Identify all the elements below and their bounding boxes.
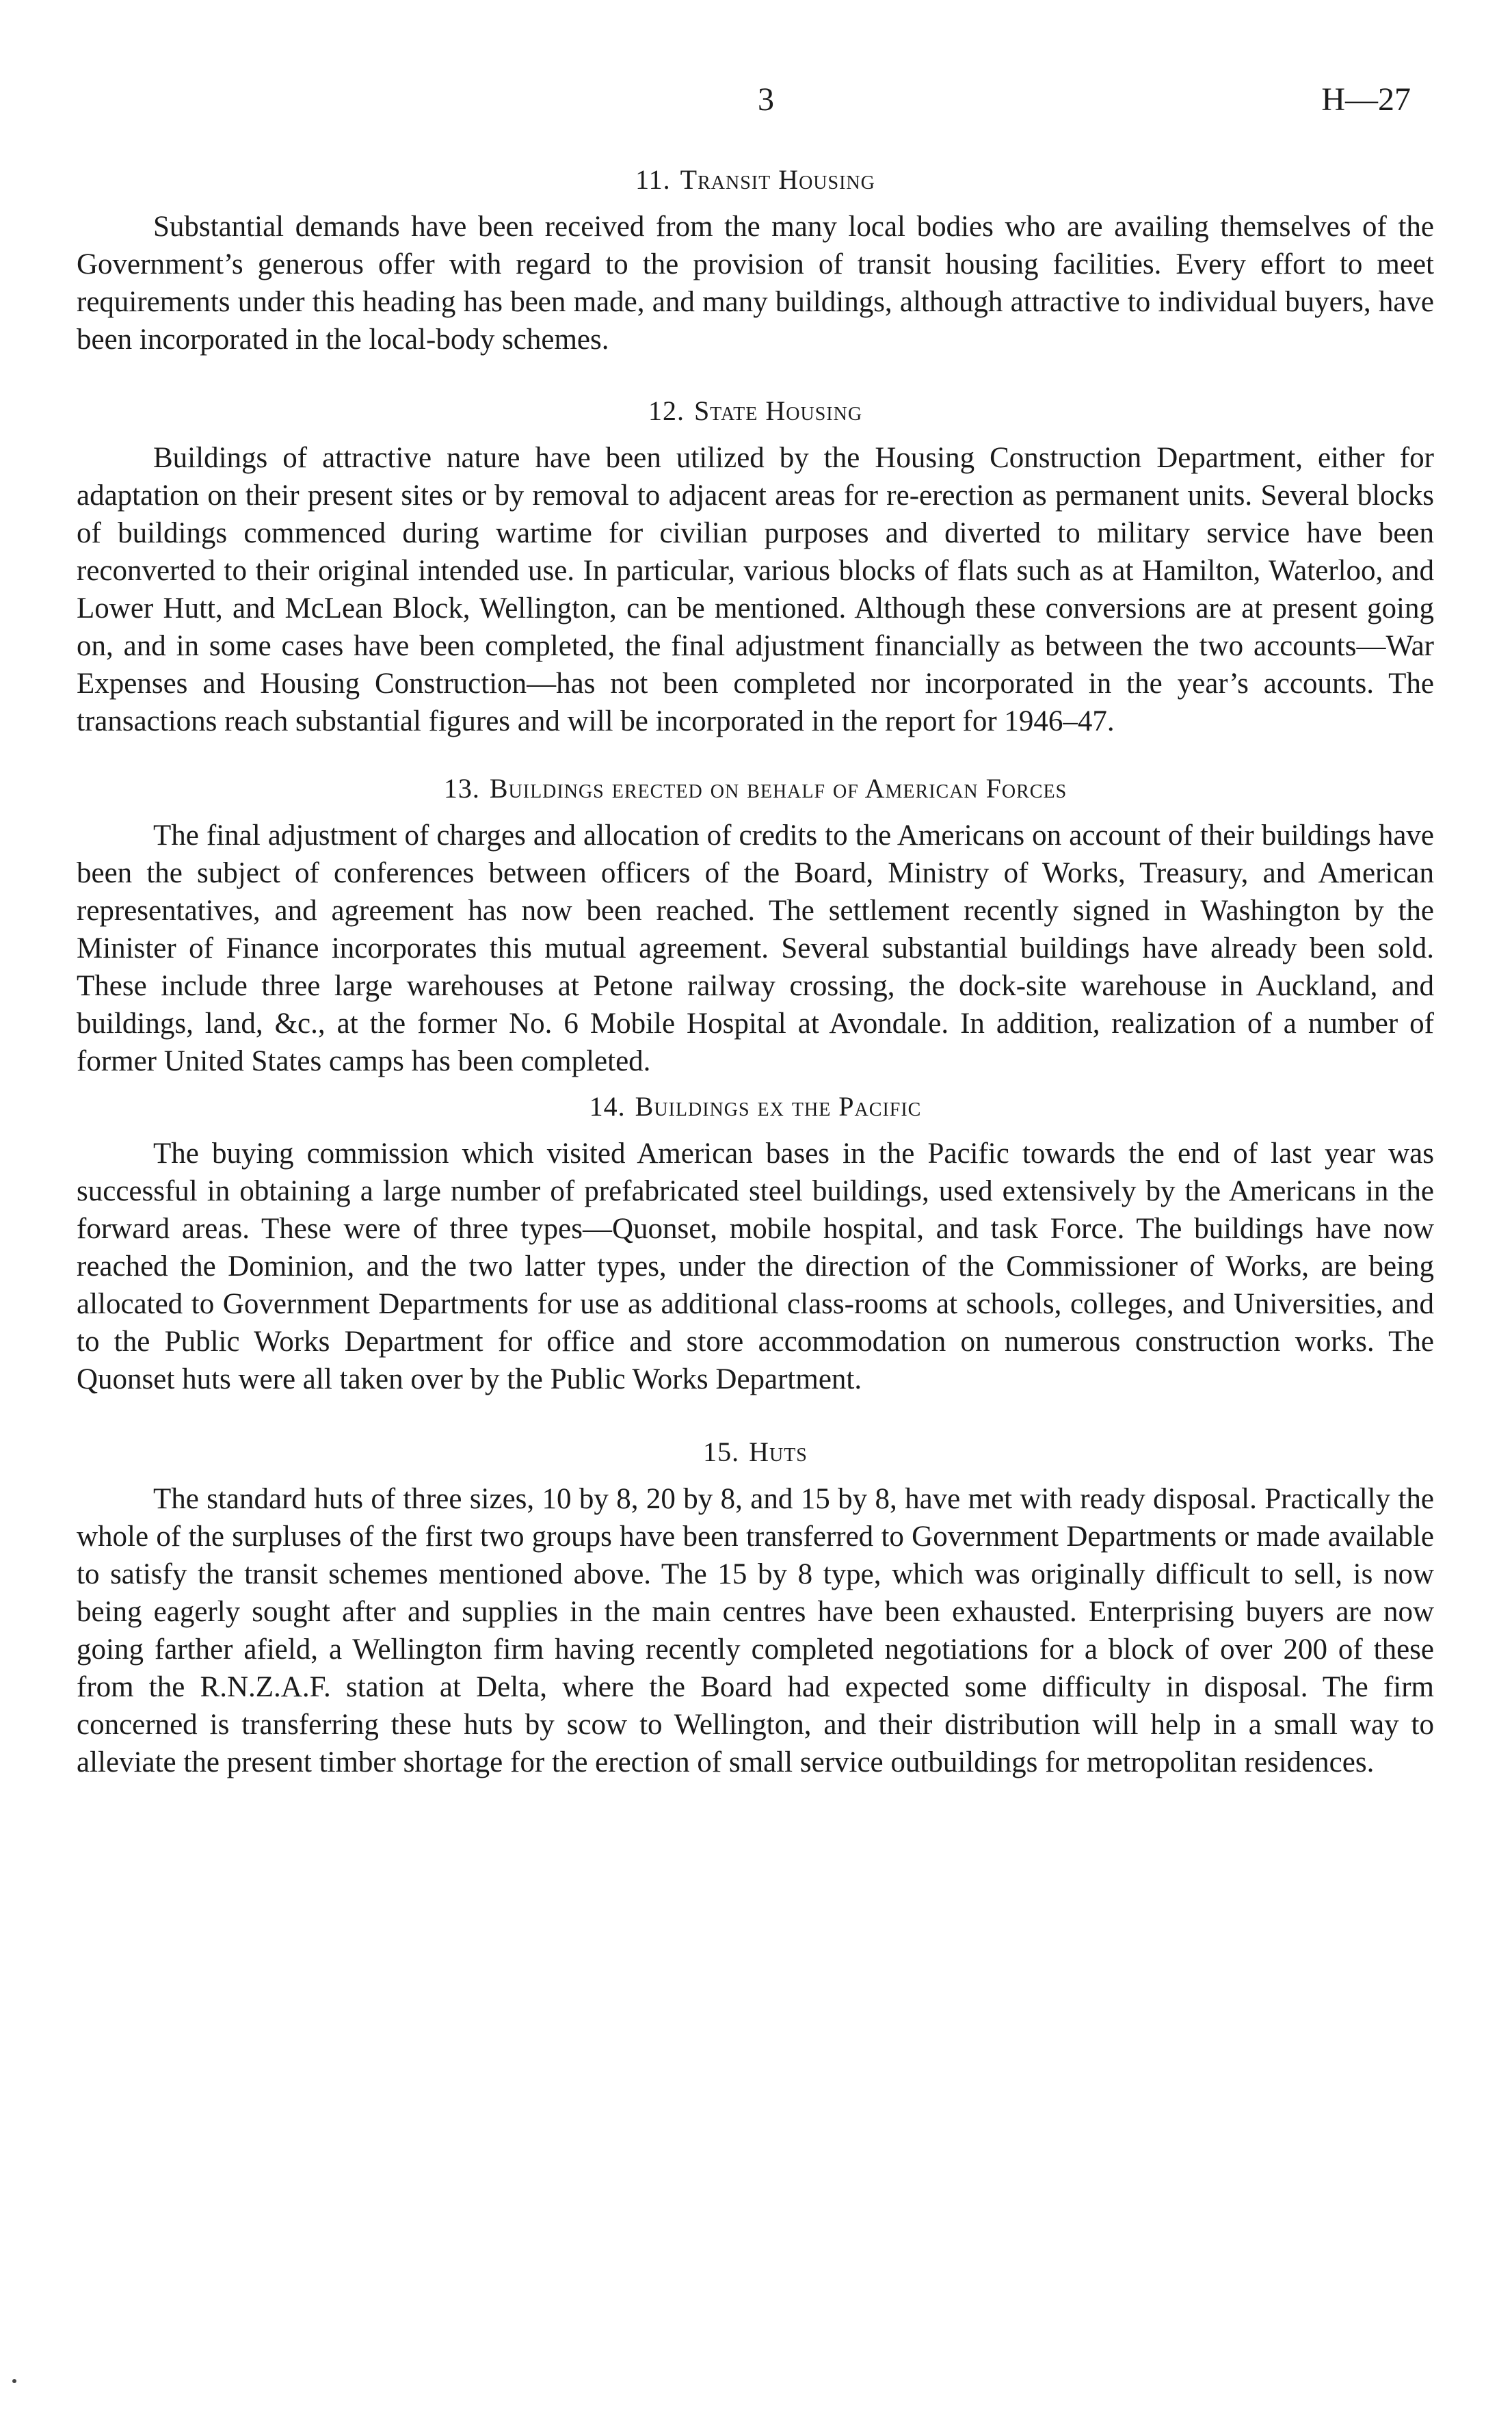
section-title: Huts bbox=[749, 1436, 808, 1467]
section-transit-housing bbox=[77, 161, 1434, 358]
section-paragraph: The buying commission which visited American bases in the Pacific towards the end of last year was successful in obtaining a large number of prefabricated steel buildings, used extensively by the Americans in the forward areas. These were of three types—Quonset, mobile hospital, and task Force. The buildings have now reached the Dominion, and the two latter types, under the direction of the Commissioner of Works, are being allocated to Government Departments for use as additional class-rooms at schools, colleges, and Universities, and to the Public Works Department for office and store accommodation on numerous construction works. The Quonset huts were all taken over by the Public Works Department. bbox=[77, 1138, 1434, 1395]
scan-speck bbox=[12, 2379, 16, 2383]
section-title: Transit Housing bbox=[680, 164, 875, 195]
section-number: 13. bbox=[443, 773, 480, 804]
section-title: Buildings ex the Pacific bbox=[635, 1091, 922, 1122]
section-american-forces-buildings bbox=[77, 770, 1434, 1080]
page-header bbox=[0, 81, 1512, 135]
section-paragraph: Buildings of attractive nature have been utilized by the Housing Construction Department, either for adaptation on their present sites or by removal to adjacent areas for re-erection as permanent units. Several blocks of buildings commenced during wartime for civilian purposes and diverted to military service have been reconverted to their original intended use. In particular, various blocks of flats such as at Hamilton, Waterloo, and Lower Hutt, and McLean Block, Wellington, can be mentioned. Although these conversions are at present going on, and in some cases have been completed, the final adjustment financially as between the two accounts—War Expenses and Housing Construction—has not been completed nor incorporated in the year’s accounts. The transactions reach substantial figures and will be incorporated in the report for 1946–47. bbox=[77, 442, 1434, 737]
section-heading bbox=[77, 1088, 1434, 1125]
section-heading bbox=[77, 161, 1434, 198]
section-heading bbox=[77, 770, 1434, 807]
section-huts bbox=[77, 1434, 1434, 1781]
section-paragraph: The standard huts of three sizes, 10 by 8, 20 by 8, and 15 by 8, have met with ready disposal. Practically the whole of the surpluses of the first two groups have been transferred to Government Departments or made available to satisfy the transit schemes mentioned above. The 15 by 8 type, which was originally difficult to sell, is now being eagerly sought after and supplies in the main centres have been exhausted. Enterprising buyers are now going farther afield, a Wellington firm having recently completed negotiations for a block of over 200 of these from the R.N.Z.A.F. station at Delta, where the Board had expected some difficulty in disposal. The firm concerned is transferring these huts by scow to Wellington, and their distribution will help in a small way to alleviate the present timber shortage for the erection of small service outbuildings for metropolitan residences. bbox=[77, 1483, 1434, 1778]
section-paragraph: The final adjustment of charges and allocation of credits to the Americans on account of their buildings have been the subject of conferences between officers of the Board, Ministry of Works, Treasury, and American representatives, and agreement has now been reached. The settlement recently signed in Washington by the Minister of Finance incorporates this mutual agreement. Several substantial buildings have already been sold. These include three large warehouses at Petone railway crossing, the dock-site warehouse in Auckland, and buildings, land, &c., at the former No. 6 Mobile Hospital at Avondale. In addition, realization of a number of former United States camps has been completed. bbox=[77, 819, 1434, 1077]
section-state-housing bbox=[77, 393, 1434, 740]
document-body bbox=[77, 161, 1434, 1781]
section-title: State Housing bbox=[693, 395, 863, 426]
section-number: 11. bbox=[635, 164, 671, 195]
section-heading bbox=[77, 393, 1434, 430]
section-heading bbox=[77, 1434, 1434, 1471]
section-title: Buildings erected on behalf of American Forces bbox=[489, 773, 1067, 804]
document-reference: H—27 bbox=[1321, 81, 1411, 118]
section-pacific-buildings bbox=[77, 1088, 1434, 1398]
page-number: 3 bbox=[758, 81, 774, 118]
section-number: 12. bbox=[648, 395, 685, 426]
section-number: 15. bbox=[703, 1436, 740, 1467]
section-paragraph: Substantial demands have been received from the many local bodies who are availing themselves of the Government’s generous offer with regard to the provision of transit housing facilities. Every effort to meet requirements under this heading has been made, and many buildings, although attractive to individual buyers, have been incorporated in the local-body schemes. bbox=[77, 211, 1434, 356]
section-number: 14. bbox=[589, 1091, 626, 1122]
